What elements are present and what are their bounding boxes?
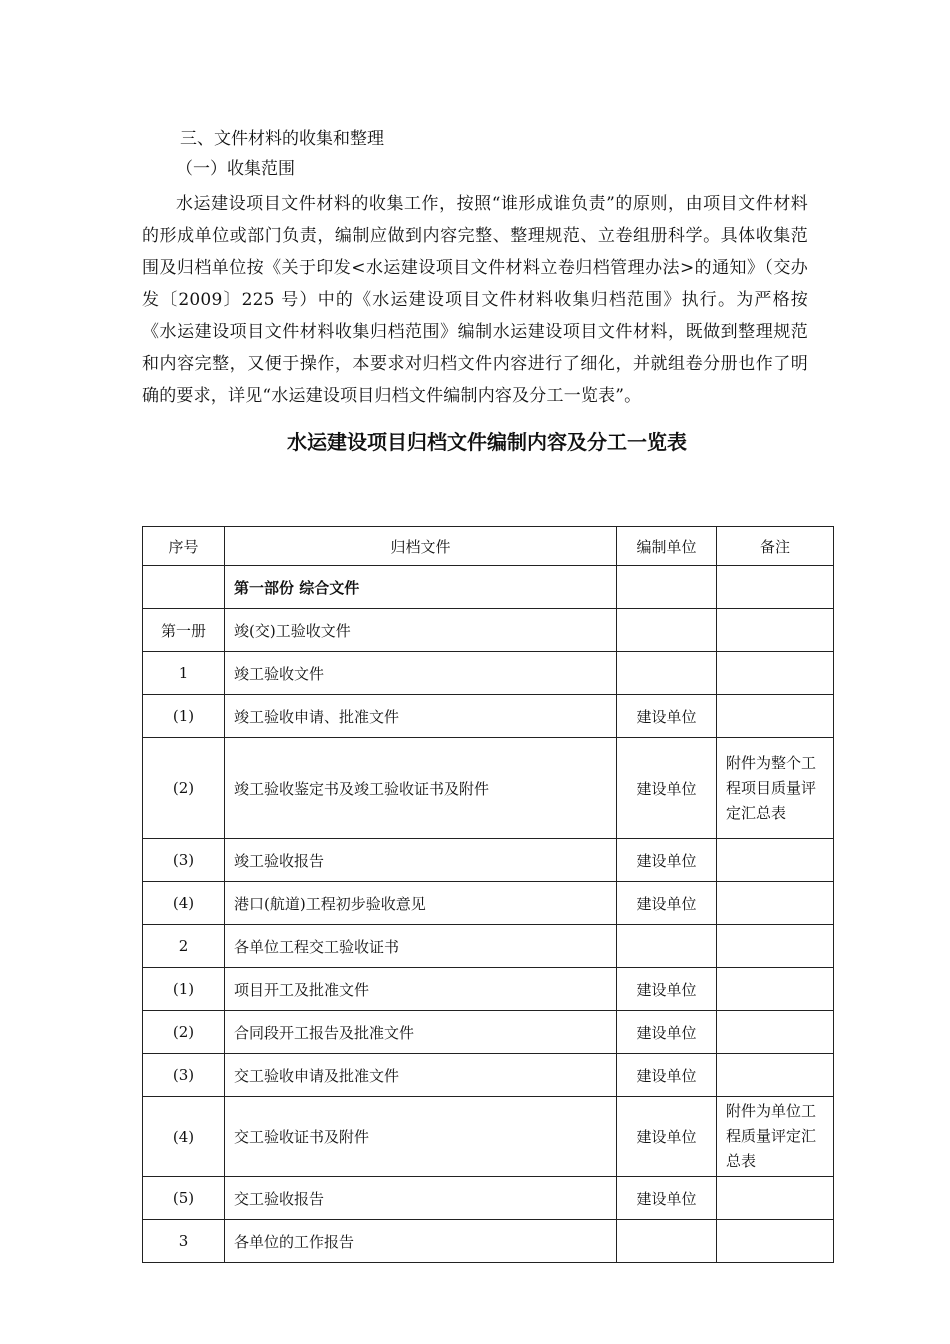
table-row [143,652,834,695]
cell-no: (3) [143,839,225,882]
table-row [143,882,834,925]
cell-file: 项目开工及批准文件 [225,968,617,1011]
table-row [143,925,834,968]
section-heading: 三、文件材料的收集和整理 [180,129,384,149]
cell-note [717,1220,834,1263]
cell-note [717,925,834,968]
cell-note: 附件为单位工程质量评定汇总表 [717,1097,834,1177]
table-row [143,1011,834,1054]
cell-unit [617,609,717,652]
cell-note [717,609,834,652]
cell-unit: 建设单位 [617,738,717,839]
cell-no: (2) [143,738,225,839]
cell-note [717,1177,834,1220]
cell-no: 2 [143,925,225,968]
cell-no: (5) [143,1177,225,1220]
cell-file: 竣工验收鉴定书及竣工验收证书及附件 [225,738,617,839]
cell-no: (4) [143,1097,225,1177]
cell-file: 合同段开工报告及批准文件 [225,1011,617,1054]
cell-file: 交工验收证书及附件 [225,1097,617,1177]
body-paragraph: 水运建设项目文件材料的收集工作，按照“谁形成谁负责”的原则，由项目文件材料的形成单位或部门负责，编制应做到内容完整、整理规范、立卷组册科学。具体收集范围及归档单位按《关于印发<水运建设项目文件材料立卷归档管理办法>的通知》（交办发〔2009〕225 号）中的《水运建设项目文件材料收集归档范围》执行。为严格按《水运建设项目文件材料收集归档范围》编制水运建设项目文件材料，既做到整理规范和内容完整，又便于操作，本要求对归档文件内容进行了细化，并就组卷分册也作了明确的要求，详见“水运建设项目归档文件编制内容及分工一览表”。 [142,194,808,406]
header-file: 归档文件 [225,527,617,566]
cell-no: 3 [143,1220,225,1263]
cell-note [717,566,834,609]
cell-unit [617,652,717,695]
cell-note [717,882,834,925]
cell-note [717,839,834,882]
cell-file: 竣工验收文件 [225,652,617,695]
header-no: 序号 [143,527,225,566]
cell-unit [617,1220,717,1263]
cell-file: 竣工验收申请、批准文件 [225,695,617,738]
table-row [143,738,834,839]
cell-file: 竣工验收报告 [225,839,617,882]
cell-file: 各单位的工作报告 [225,1220,617,1263]
cell-no: (1) [143,968,225,1011]
table-row [143,1097,834,1177]
cell-file: 交工验收申请及批准文件 [225,1054,617,1097]
cell-no: (1) [143,695,225,738]
cell-file: 第一部份 综合文件 [225,566,617,609]
table-row [143,566,834,609]
cell-unit: 建设单位 [617,1054,717,1097]
table-row [143,609,834,652]
cell-file: 竣(交)工验收文件 [225,609,617,652]
header-note: 备注 [717,527,834,566]
cell-no: (3) [143,1054,225,1097]
sub-heading: （一）收集范围 [176,159,295,179]
cell-file: 港口(航道)工程初步验收意见 [225,882,617,925]
table-row [143,968,834,1011]
cell-unit: 建设单位 [617,839,717,882]
cell-unit [617,925,717,968]
archive-table [142,526,834,1263]
cell-note [717,652,834,695]
table-row [143,1177,834,1220]
cell-unit: 建设单位 [617,968,717,1011]
cell-no: 第一册 [143,609,225,652]
cell-unit [617,566,717,609]
cell-unit: 建设单位 [617,1011,717,1054]
cell-note [717,968,834,1011]
table-row [143,695,834,738]
cell-unit: 建设单位 [617,882,717,925]
cell-note [717,695,834,738]
cell-no: (2) [143,1011,225,1054]
table-header-row [143,527,834,566]
table-row [143,839,834,882]
cell-file: 交工验收报告 [225,1177,617,1220]
header-unit: 编制单位 [617,527,717,566]
cell-file: 各单位工程交工验收证书 [225,925,617,968]
table-title: 水运建设项目归档文件编制内容及分工一览表 [287,430,687,454]
cell-note: 附件为整个工程项目质量评定汇总表 [717,738,834,839]
cell-note [717,1011,834,1054]
cell-unit: 建设单位 [617,695,717,738]
document-body [142,124,808,455]
table-row [143,1220,834,1263]
cell-no: 1 [143,652,225,695]
cell-no [143,566,225,609]
cell-unit: 建设单位 [617,1177,717,1220]
cell-no: (4) [143,882,225,925]
table-row [143,1054,834,1097]
cell-note [717,1054,834,1097]
cell-unit: 建设单位 [617,1097,717,1177]
